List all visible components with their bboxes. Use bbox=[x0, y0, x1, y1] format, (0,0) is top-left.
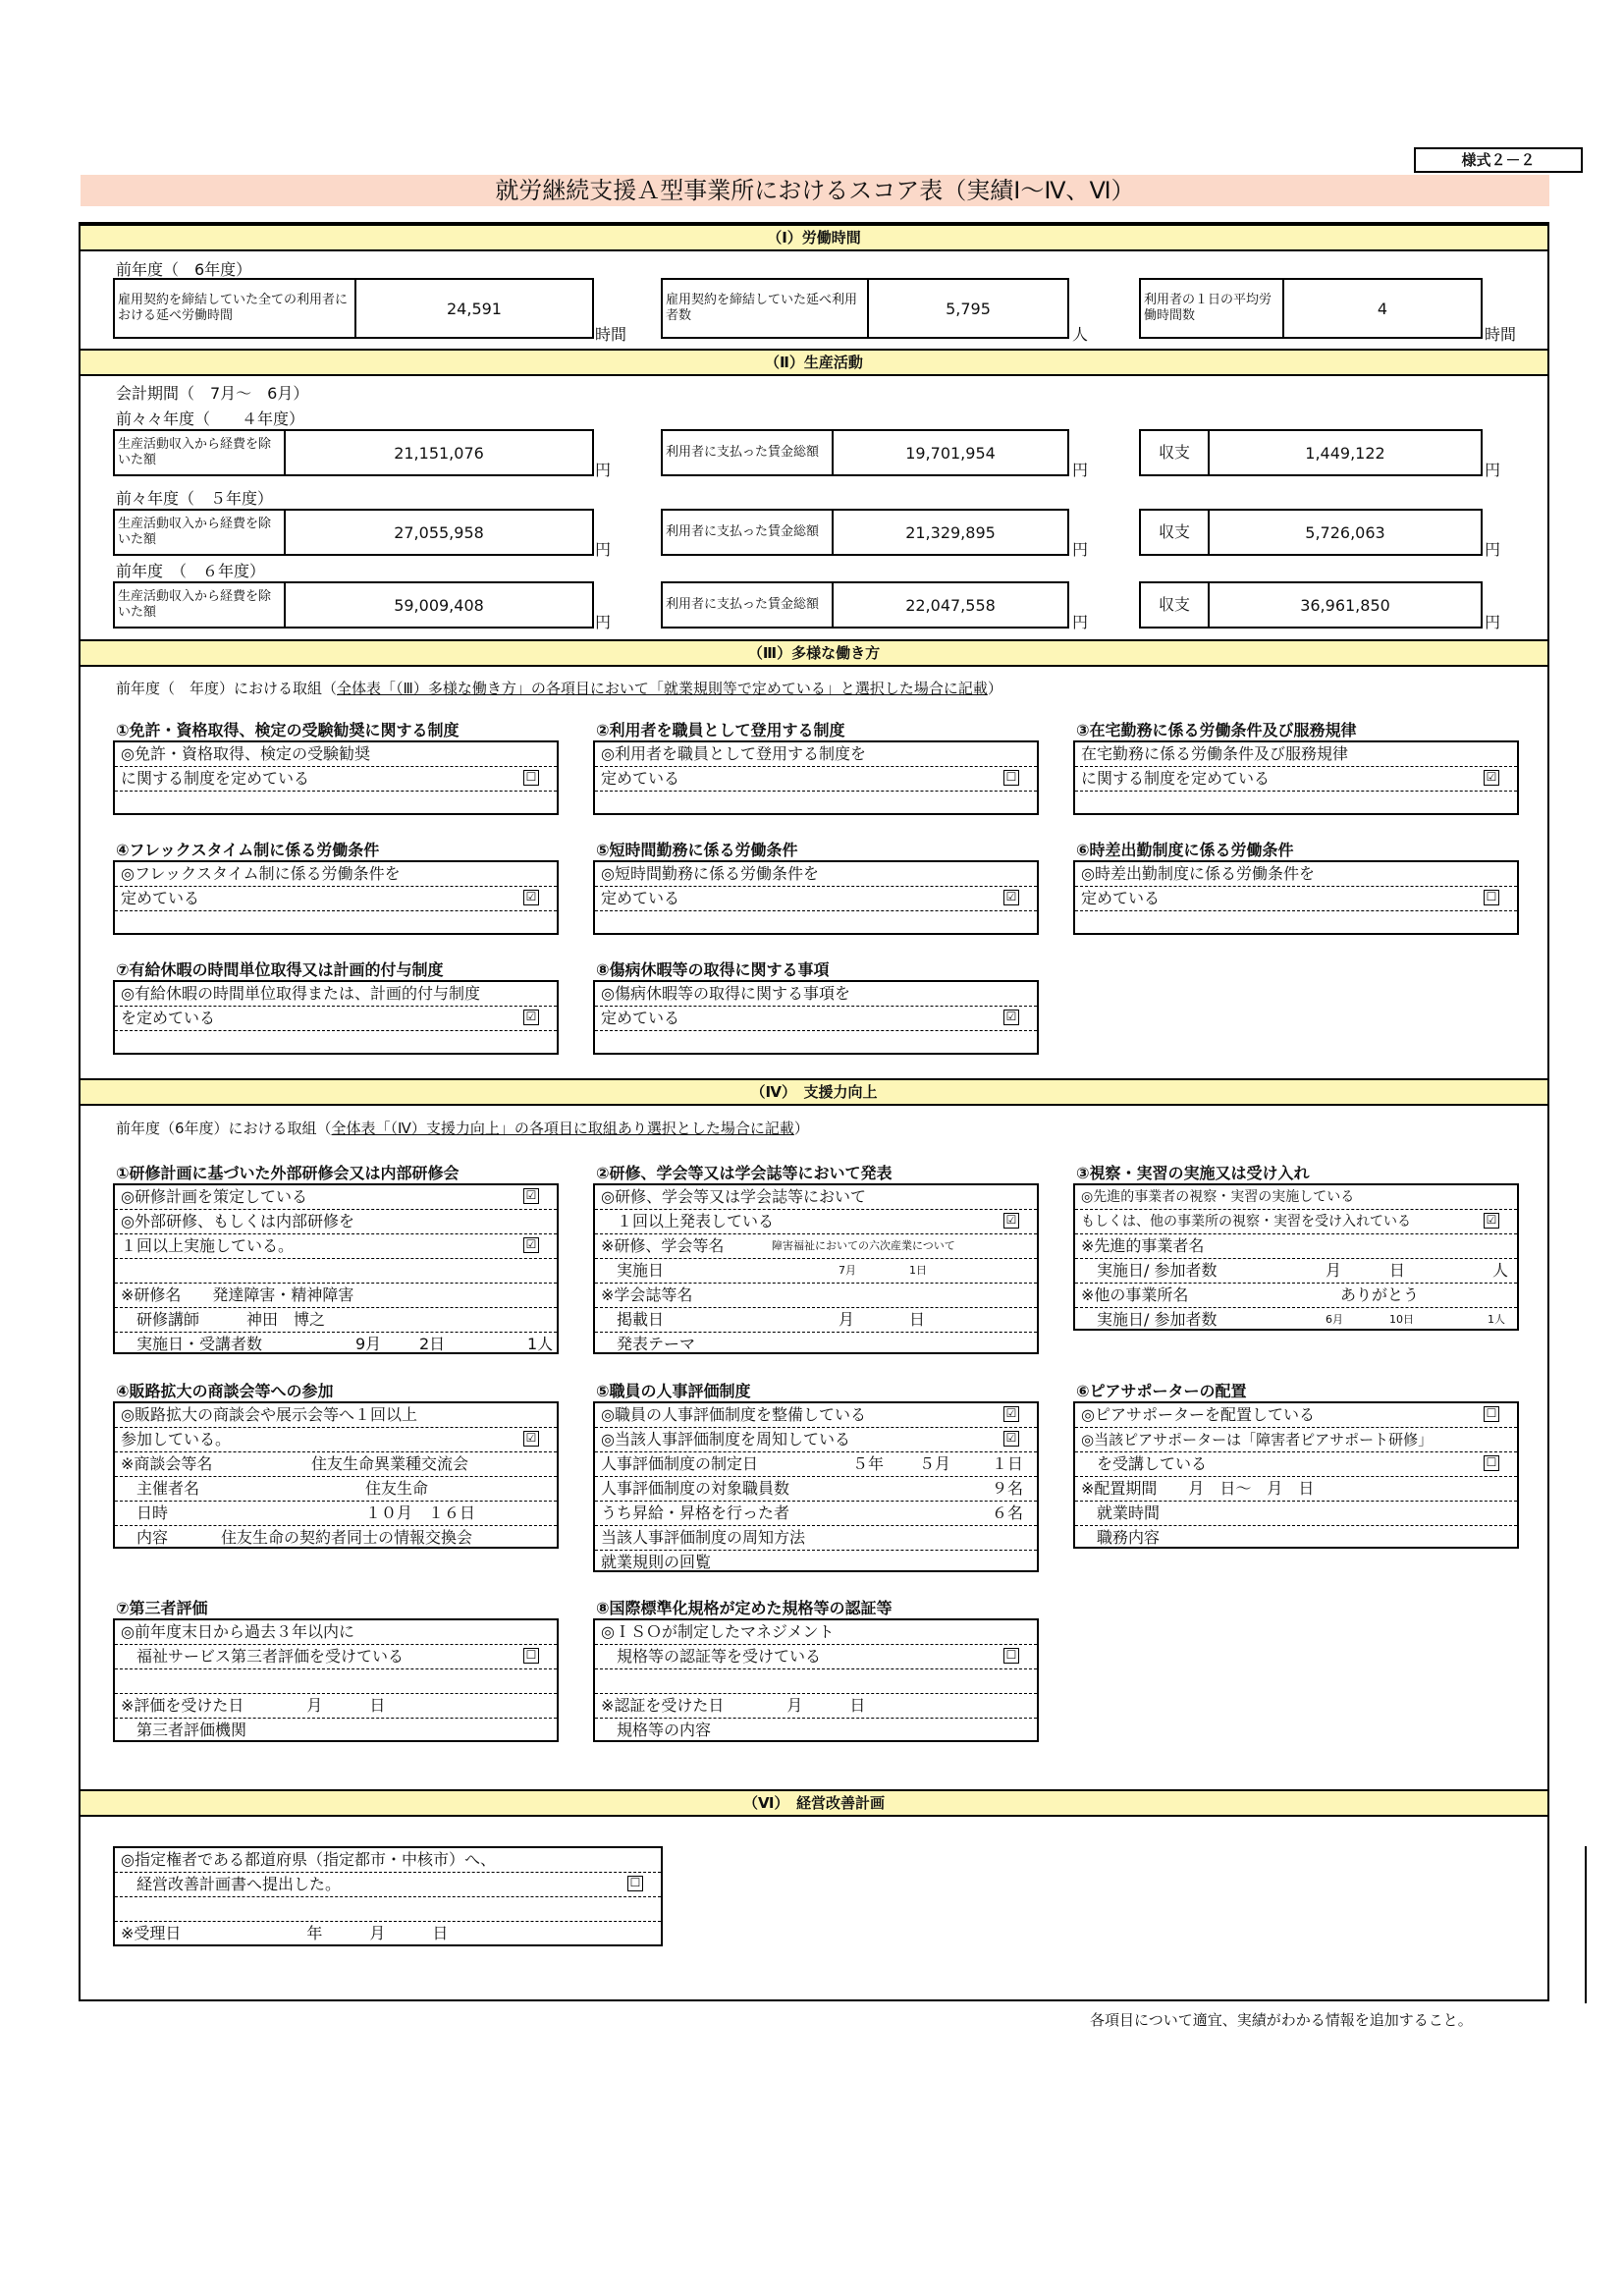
line-text: 定めている bbox=[601, 889, 680, 907]
card-title: ⑥時差出勤制度に係る労働条件 bbox=[1076, 841, 1294, 859]
event-name: 障害福祉においての六次産業について bbox=[772, 1239, 955, 1252]
line-text: 当該人事評価制度の周知方法 bbox=[601, 1528, 806, 1547]
section-6-header: （Ⅵ） 経営改善計画 bbox=[81, 1789, 1547, 1817]
line-text: 参加している。 bbox=[121, 1430, 232, 1449]
card-line bbox=[1075, 742, 1517, 767]
staff-count: ９名 bbox=[992, 1479, 1024, 1498]
field-value: 59,009,408 bbox=[394, 595, 484, 615]
card-line bbox=[115, 1502, 557, 1526]
line-text: １回以上発表している bbox=[601, 1212, 775, 1230]
s2-balance bbox=[1139, 509, 1483, 556]
unit-label: 時間 bbox=[595, 325, 627, 344]
line-text: 第三者評価機関 bbox=[121, 1721, 247, 1739]
card-line bbox=[595, 1502, 1037, 1526]
s3-card-4 bbox=[113, 860, 559, 935]
card-line bbox=[595, 1403, 1037, 1428]
s4-card-6 bbox=[1073, 1401, 1519, 1549]
line-text: ※受理日 年 月 日 bbox=[121, 1924, 449, 1942]
card-line bbox=[115, 1284, 557, 1308]
line-text: ◎免許・資格取得、検定の受験勧奨 bbox=[121, 744, 370, 763]
card-line bbox=[595, 767, 1037, 792]
card-line bbox=[595, 982, 1037, 1007]
line-text: に関する制度を定めている bbox=[1081, 769, 1271, 788]
card-line bbox=[115, 1007, 557, 1031]
field-value: 22,047,558 bbox=[905, 595, 996, 615]
unit-label: 円 bbox=[595, 461, 612, 479]
unit-label: 円 bbox=[1485, 540, 1501, 559]
field-value: 36,961,850 bbox=[1300, 595, 1390, 615]
line-text: 人事評価制度の対象職員数 bbox=[601, 1479, 790, 1498]
card-line bbox=[595, 862, 1037, 887]
checkbox[interactable]: ☐ bbox=[523, 770, 539, 786]
s3-card-1 bbox=[113, 740, 559, 815]
field-key: 収支 bbox=[1141, 583, 1210, 627]
card-line bbox=[1075, 911, 1517, 935]
date-day: 10日 bbox=[1389, 1313, 1414, 1326]
line-text: ※他の事業所名 bbox=[1081, 1285, 1189, 1304]
card-line bbox=[1075, 1428, 1517, 1452]
date-month: 7月 bbox=[839, 1264, 856, 1277]
card-title: ⑥ピアサポーターの配置 bbox=[1076, 1382, 1247, 1400]
line-text: 主催者名 bbox=[121, 1479, 200, 1498]
field-key: 生産活動収入から経費を除いた額 bbox=[115, 431, 286, 474]
footer-note: 各項目について適宜、実績がわかる情報を追加すること。 bbox=[1090, 2011, 1473, 2029]
s3-intro bbox=[116, 678, 1002, 698]
card-title: ②利用者を職員として登用する制度 bbox=[596, 721, 845, 739]
intro-underlined: 全体表「（Ⅳ）支援力向上」の各項目に取組あり選択とした場合に記載 bbox=[331, 1120, 794, 1137]
s2-wage bbox=[661, 429, 1069, 476]
card-line bbox=[1075, 1185, 1517, 1210]
unit-label: 円 bbox=[1485, 461, 1501, 479]
line-text: を定めている bbox=[121, 1009, 216, 1027]
checkbox[interactable]: ☐ bbox=[1484, 1406, 1499, 1422]
s2-balance bbox=[1139, 429, 1483, 476]
s4-card-2 bbox=[593, 1183, 1039, 1354]
card-line bbox=[115, 742, 557, 767]
card-line bbox=[115, 911, 557, 935]
card-line bbox=[115, 1477, 557, 1502]
card-line bbox=[595, 1620, 1037, 1645]
card-line bbox=[1075, 1477, 1517, 1502]
field-value: 24,591 bbox=[447, 299, 502, 318]
field-value: 21,329,895 bbox=[905, 522, 996, 542]
s2-income bbox=[113, 429, 594, 476]
unit-label: 時間 bbox=[1485, 325, 1517, 344]
card-line bbox=[595, 911, 1037, 935]
s2-wage bbox=[661, 581, 1069, 629]
card-line bbox=[595, 1007, 1037, 1031]
line-text: 定めている bbox=[1081, 889, 1161, 907]
line-text: 実施日・受講者数 bbox=[121, 1335, 263, 1353]
card-line bbox=[595, 1284, 1037, 1308]
card-line bbox=[115, 1620, 557, 1645]
card-line bbox=[595, 1452, 1037, 1477]
line-text: 職務内容 bbox=[1081, 1528, 1161, 1547]
date-month: ５月 bbox=[919, 1454, 951, 1473]
line-text: 定めている bbox=[601, 1009, 680, 1027]
line-text: 在宅勤務に係る労働条件及び服務規律 bbox=[1081, 744, 1349, 763]
field-value: 5,726,063 bbox=[1305, 522, 1385, 542]
unit-label: 円 bbox=[595, 613, 612, 631]
field-key: 雇用契約を締結していた延べ利用者数 bbox=[663, 280, 869, 337]
line-text: ◎利用者を職員として登用する制度を bbox=[601, 744, 866, 763]
s4-card-8 bbox=[593, 1618, 1039, 1742]
field-value: 19,701,954 bbox=[905, 443, 996, 463]
unit-label: 人 bbox=[1072, 325, 1089, 344]
s6-card bbox=[113, 1846, 663, 1946]
date-day: 1日 bbox=[909, 1264, 927, 1277]
checkbox[interactable]: ☑ bbox=[523, 1237, 539, 1253]
card-line bbox=[115, 767, 557, 792]
field-key: 雇用契約を締結していた全ての利用者における延べ労働時間 bbox=[115, 280, 356, 337]
line-text: 規格等の認証等を受けている bbox=[601, 1647, 822, 1666]
card-line bbox=[115, 1210, 557, 1234]
line-text: 発表テーマ bbox=[601, 1335, 696, 1353]
line-text: ※学会誌等名 bbox=[601, 1285, 693, 1304]
card-line bbox=[115, 1922, 661, 1945]
line-text: ◎短時間勤務に係る労働条件を bbox=[601, 864, 819, 883]
card-line bbox=[1075, 887, 1517, 911]
card-line bbox=[1075, 1452, 1517, 1477]
event-content: 住友生命の契約者同士の情報交換会 bbox=[221, 1528, 473, 1547]
checkbox[interactable]: ☐ bbox=[1003, 1648, 1019, 1664]
checkbox[interactable]: ☑ bbox=[1003, 1406, 1019, 1422]
intro-text: 前年度（ 年度）における取組（ bbox=[116, 680, 338, 697]
card-line bbox=[115, 1428, 557, 1452]
date-month: 月 bbox=[1326, 1261, 1342, 1280]
s4-intro bbox=[116, 1118, 809, 1138]
card-line bbox=[595, 1185, 1037, 1210]
card-line bbox=[1075, 1502, 1517, 1526]
card-line bbox=[1075, 1259, 1517, 1284]
card-line bbox=[595, 1031, 1037, 1055]
date-day: 日 bbox=[1389, 1261, 1406, 1280]
line-text: ※評価を受けた日 月 日 bbox=[121, 1696, 386, 1715]
line-text: 経営改善計画書へ提出した。 bbox=[121, 1875, 342, 1893]
line-text: ※研修名 発達障害・精神障害 bbox=[121, 1285, 354, 1304]
unit-label: 円 bbox=[1072, 613, 1089, 631]
line-text: ◎前年度末日から過去３年以内に bbox=[121, 1622, 354, 1641]
line-text: ◎フレックスタイム制に係る労働条件を bbox=[121, 864, 401, 883]
s4-card-1 bbox=[113, 1183, 559, 1354]
card-line bbox=[1075, 1308, 1517, 1332]
card-line bbox=[595, 1694, 1037, 1719]
checkbox[interactable]: ☐ bbox=[1484, 1455, 1499, 1471]
line-text: 実施日 bbox=[601, 1261, 665, 1280]
line-text: ※配置期間 月 日～ 月 日 bbox=[1081, 1479, 1315, 1498]
s4-card-3 bbox=[1073, 1183, 1519, 1331]
card-line bbox=[595, 1259, 1037, 1284]
field-key: 利用者に支払った賃金総額 bbox=[663, 431, 834, 474]
checkbox[interactable]: ☑ bbox=[1484, 770, 1499, 786]
card-title: ③在宅勤務に係る労働条件及び服務規律 bbox=[1076, 721, 1357, 739]
s1-avg-hours bbox=[1139, 278, 1483, 339]
unit-label: 円 bbox=[595, 540, 612, 559]
line-text: もしくは、他の事業所の視察・実習を受け入れている bbox=[1081, 1214, 1411, 1230]
card-line bbox=[115, 862, 557, 887]
card-line bbox=[595, 1333, 1037, 1356]
checkbox[interactable]: ☑ bbox=[523, 1188, 539, 1204]
checkbox[interactable]: ☐ bbox=[1003, 770, 1019, 786]
s4-card-4 bbox=[113, 1401, 559, 1549]
section-4-header: （Ⅳ） 支援力向上 bbox=[81, 1078, 1547, 1106]
line-text: 就業時間 bbox=[1081, 1503, 1161, 1522]
card-line bbox=[595, 1669, 1037, 1694]
line-text: 福祉サービス第三者評価を受けている bbox=[121, 1647, 405, 1666]
s2-year-label: 前々々年度（ ４年度） bbox=[116, 410, 305, 428]
s2-income bbox=[113, 581, 594, 629]
line-text: 定めている bbox=[121, 889, 200, 907]
card-line bbox=[115, 1873, 661, 1897]
s2-year-label: 前々年度（ ５年度） bbox=[116, 489, 274, 508]
card-line bbox=[115, 1333, 557, 1356]
line-text: ◎研修計画を策定している bbox=[121, 1187, 307, 1206]
line-text: ◎先進的事業者の視察・実習の実施している bbox=[1081, 1189, 1355, 1205]
organizer-name: 住友生命 bbox=[365, 1479, 429, 1498]
line-text: 研修講師 神田 博之 bbox=[121, 1310, 326, 1329]
date-month: 6月 bbox=[1326, 1313, 1343, 1326]
line-text: ※認証を受けた日 月 日 bbox=[601, 1696, 866, 1715]
event-date: １０月 １６日 bbox=[365, 1503, 476, 1522]
field-key: 収支 bbox=[1141, 431, 1210, 474]
checkbox[interactable]: ☑ bbox=[523, 1431, 539, 1447]
card-title: ⑤職員の人事評価制度 bbox=[596, 1382, 751, 1400]
checkbox[interactable]: ☑ bbox=[1484, 1213, 1499, 1229]
card-line bbox=[115, 1308, 557, 1333]
field-value: 1,449,122 bbox=[1305, 443, 1385, 463]
date-month: 月 bbox=[839, 1310, 855, 1329]
field-value: 5,795 bbox=[946, 299, 991, 318]
card-line bbox=[595, 1234, 1037, 1259]
count: 1人 bbox=[527, 1335, 554, 1353]
line-text: 人事評価制度の制定日 bbox=[601, 1454, 759, 1473]
card-line bbox=[595, 1526, 1037, 1551]
date-day: 2日 bbox=[419, 1335, 446, 1353]
line-text: ◎研修、学会等又は学会誌等において bbox=[601, 1187, 866, 1206]
card-line bbox=[115, 1259, 557, 1284]
card-title: ⑤短時間勤務に係る労働条件 bbox=[596, 841, 798, 859]
line-text: ※商談会等名 bbox=[121, 1454, 213, 1473]
card-title: ④販路拡大の商談会等への参加 bbox=[116, 1382, 334, 1400]
line-text: ◎ＩＳＯが制定したマネジメント bbox=[601, 1622, 835, 1641]
line-text: 規格等の内容 bbox=[601, 1721, 712, 1739]
facility-name: ありがとう bbox=[1340, 1285, 1420, 1304]
line-text: ◎有給休暇の時間単位取得または、計画的付与制度 bbox=[121, 984, 480, 1003]
s3-card-3 bbox=[1073, 740, 1519, 815]
intro-text: ） bbox=[987, 680, 1002, 697]
line-text: 内容 bbox=[121, 1528, 169, 1547]
promoted-count: ６名 bbox=[992, 1503, 1024, 1522]
checkbox[interactable]: ☑ bbox=[1003, 890, 1019, 905]
field-key: 収支 bbox=[1141, 511, 1210, 554]
line-text: ◎ピアサポーターを配置している bbox=[1081, 1405, 1315, 1424]
margin-rule bbox=[1585, 1846, 1587, 2003]
s2-wage bbox=[661, 509, 1069, 556]
line-text: ◎時差出勤制度に係る労働条件を bbox=[1081, 864, 1315, 883]
s3-card-7 bbox=[113, 980, 559, 1055]
s3-card-2 bbox=[593, 740, 1039, 815]
line-text: ◎傷病休暇等の取得に関する事項を bbox=[601, 984, 850, 1003]
card-line bbox=[595, 1477, 1037, 1502]
s3-card-8 bbox=[593, 980, 1039, 1055]
s2-year-label: 前年度 （ ６年度） bbox=[116, 562, 266, 580]
line-text: 定めている bbox=[601, 769, 680, 788]
section-1-header: （Ⅰ）労働時間 bbox=[81, 224, 1547, 251]
checkbox[interactable]: ☐ bbox=[627, 1876, 643, 1891]
card-line bbox=[115, 1526, 557, 1550]
card-line bbox=[595, 1308, 1037, 1333]
card-line bbox=[595, 742, 1037, 767]
card-line bbox=[595, 1428, 1037, 1452]
card-line bbox=[595, 792, 1037, 815]
line-text: ※研修、学会等名 bbox=[601, 1236, 725, 1255]
date-year: ５年 bbox=[852, 1454, 885, 1473]
s1-total-users bbox=[661, 278, 1069, 339]
card-line bbox=[1075, 792, 1517, 815]
line-text: を受講している bbox=[1081, 1454, 1208, 1473]
s2-balance bbox=[1139, 581, 1483, 629]
unit-label: 円 bbox=[1072, 461, 1089, 479]
card-title: ①免許・資格取得、検定の受験勧奨に関する制度 bbox=[116, 721, 460, 739]
card-title: ②研修、学会等又は学会誌等において発表 bbox=[596, 1164, 893, 1182]
card-line bbox=[115, 1669, 557, 1694]
card-title: ①研修計画に基づいた外部研修会又は内部研修会 bbox=[116, 1164, 460, 1182]
card-line bbox=[595, 1551, 1037, 1574]
card-line bbox=[115, 1897, 661, 1922]
card-line bbox=[1075, 1210, 1517, 1234]
line-text: ◎指定権者である都道府県（指定都市・中核市）へ、 bbox=[121, 1850, 496, 1869]
section-3-header: （Ⅲ）多様な働き方 bbox=[81, 639, 1547, 667]
s3-card-5 bbox=[593, 860, 1039, 935]
checkbox[interactable]: ☑ bbox=[1003, 1431, 1019, 1447]
card-line bbox=[115, 982, 557, 1007]
card-line bbox=[115, 1719, 557, 1742]
s4-card-7 bbox=[113, 1618, 559, 1742]
card-line bbox=[1075, 1284, 1517, 1308]
card-line bbox=[115, 1694, 557, 1719]
card-line bbox=[1075, 1403, 1517, 1428]
line-text: １回以上実施している。 bbox=[121, 1236, 295, 1255]
intro-text: ） bbox=[793, 1120, 809, 1137]
field-value: 4 bbox=[1377, 299, 1388, 318]
field-key: 利用者の１日の平均労働時間数 bbox=[1141, 280, 1284, 337]
s1-year-label: 前年度（ 6年度） bbox=[116, 260, 252, 279]
card-line bbox=[1075, 862, 1517, 887]
line-text: 掲載日 bbox=[601, 1310, 665, 1329]
line-text: 実施日/ 参加者数 bbox=[1081, 1261, 1218, 1280]
field-key: 利用者に支払った賃金総額 bbox=[663, 583, 834, 627]
s1-total-hours bbox=[113, 278, 594, 339]
line-text: うち昇給・昇格を行った者 bbox=[601, 1503, 790, 1522]
checkbox[interactable]: ☑ bbox=[523, 890, 539, 905]
s2-income bbox=[113, 509, 594, 556]
card-line bbox=[115, 792, 557, 815]
card-line bbox=[1075, 1526, 1517, 1550]
page-title: 就労継続支援Ａ型事業所におけるスコア表（実績Ⅰ～Ⅳ、Ⅵ） bbox=[81, 175, 1549, 206]
field-key: 利用者に支払った賃金総額 bbox=[663, 511, 834, 554]
field-key: 生産活動収入から経費を除いた額 bbox=[115, 583, 286, 627]
checkbox[interactable]: ☑ bbox=[523, 1010, 539, 1025]
card-line bbox=[595, 887, 1037, 911]
line-text: ◎当該人事評価制度を周知している bbox=[601, 1430, 850, 1449]
intro-text: 前年度（6年度）における取組（ bbox=[116, 1120, 332, 1137]
card-title: ③視察・実習の実施又は受け入れ bbox=[1076, 1164, 1310, 1182]
date-day: 日 bbox=[909, 1310, 926, 1329]
date-month: 9月 bbox=[355, 1335, 382, 1353]
card-line bbox=[1075, 1234, 1517, 1259]
card-line bbox=[115, 1031, 557, 1055]
section-2-header: （Ⅱ）生産活動 bbox=[81, 349, 1547, 376]
line-text: ◎職員の人事評価制度を整備している bbox=[601, 1405, 866, 1424]
card-line bbox=[595, 1719, 1037, 1742]
s3-card-6 bbox=[1073, 860, 1519, 935]
card-line bbox=[595, 1210, 1037, 1234]
line-text: 実施日/ 参加者数 bbox=[1081, 1310, 1218, 1329]
form-number: 様式２－２ bbox=[1414, 147, 1583, 173]
unit-label: 円 bbox=[1485, 613, 1501, 631]
card-line bbox=[115, 1403, 557, 1428]
checkbox[interactable]: ☑ bbox=[1003, 1010, 1019, 1025]
s2-period: 会計期間（ 7月～ 6月） bbox=[116, 384, 309, 403]
field-key: 生産活動収入から経費を除いた額 bbox=[115, 511, 286, 554]
intro-underlined: 全体表「（Ⅲ）多様な働き方」の各項目において「就業規則等で定めている」と選択した場合に記載 bbox=[337, 680, 988, 697]
card-line bbox=[115, 1185, 557, 1210]
field-value: 27,055,958 bbox=[394, 522, 484, 542]
checkbox[interactable]: ☐ bbox=[1484, 890, 1499, 905]
card-line bbox=[115, 1234, 557, 1259]
card-title: ⑧国際標準化規格が定めた規格等の認証等 bbox=[596, 1599, 893, 1617]
card-title: ⑦有給休暇の時間単位取得又は計画的付与制度 bbox=[116, 960, 444, 979]
count: 人 bbox=[1492, 1261, 1509, 1280]
field-value: 21,151,076 bbox=[394, 443, 484, 463]
card-title: ④フレックスタイム制に係る労働条件 bbox=[116, 841, 380, 859]
card-title: ⑦第三者評価 bbox=[116, 1599, 208, 1617]
card-line bbox=[115, 1452, 557, 1477]
card-line bbox=[115, 1645, 557, 1669]
card-line bbox=[115, 887, 557, 911]
event-name: 住友生命異業種交流会 bbox=[311, 1454, 469, 1473]
s4-card-5 bbox=[593, 1401, 1039, 1572]
date-day: １日 bbox=[992, 1454, 1024, 1473]
card-line bbox=[595, 1645, 1037, 1669]
line-text: ◎外部研修、もしくは内部研修を bbox=[121, 1212, 354, 1230]
checkbox[interactable]: ☐ bbox=[523, 1648, 539, 1664]
card-title: ⑧傷病休暇等の取得に関する事項 bbox=[596, 960, 830, 979]
line-text: に関する制度を定めている bbox=[121, 769, 310, 788]
line-text: 日時 bbox=[121, 1503, 169, 1522]
card-line bbox=[115, 1848, 661, 1873]
line-text: 就業規則の回覧 bbox=[601, 1553, 712, 1571]
checkbox[interactable]: ☑ bbox=[1003, 1213, 1019, 1229]
line-text: ◎販路拡大の商談会や展示会等へ１回以上 bbox=[121, 1405, 417, 1424]
unit-label: 円 bbox=[1072, 540, 1089, 559]
card-line bbox=[1075, 767, 1517, 792]
line-text: ※先進的事業者名 bbox=[1081, 1236, 1205, 1255]
line-text: ◎当該ピアサポーターは「障害者ピアサポート研修」 bbox=[1081, 1431, 1434, 1449]
count: 1人 bbox=[1488, 1313, 1505, 1326]
